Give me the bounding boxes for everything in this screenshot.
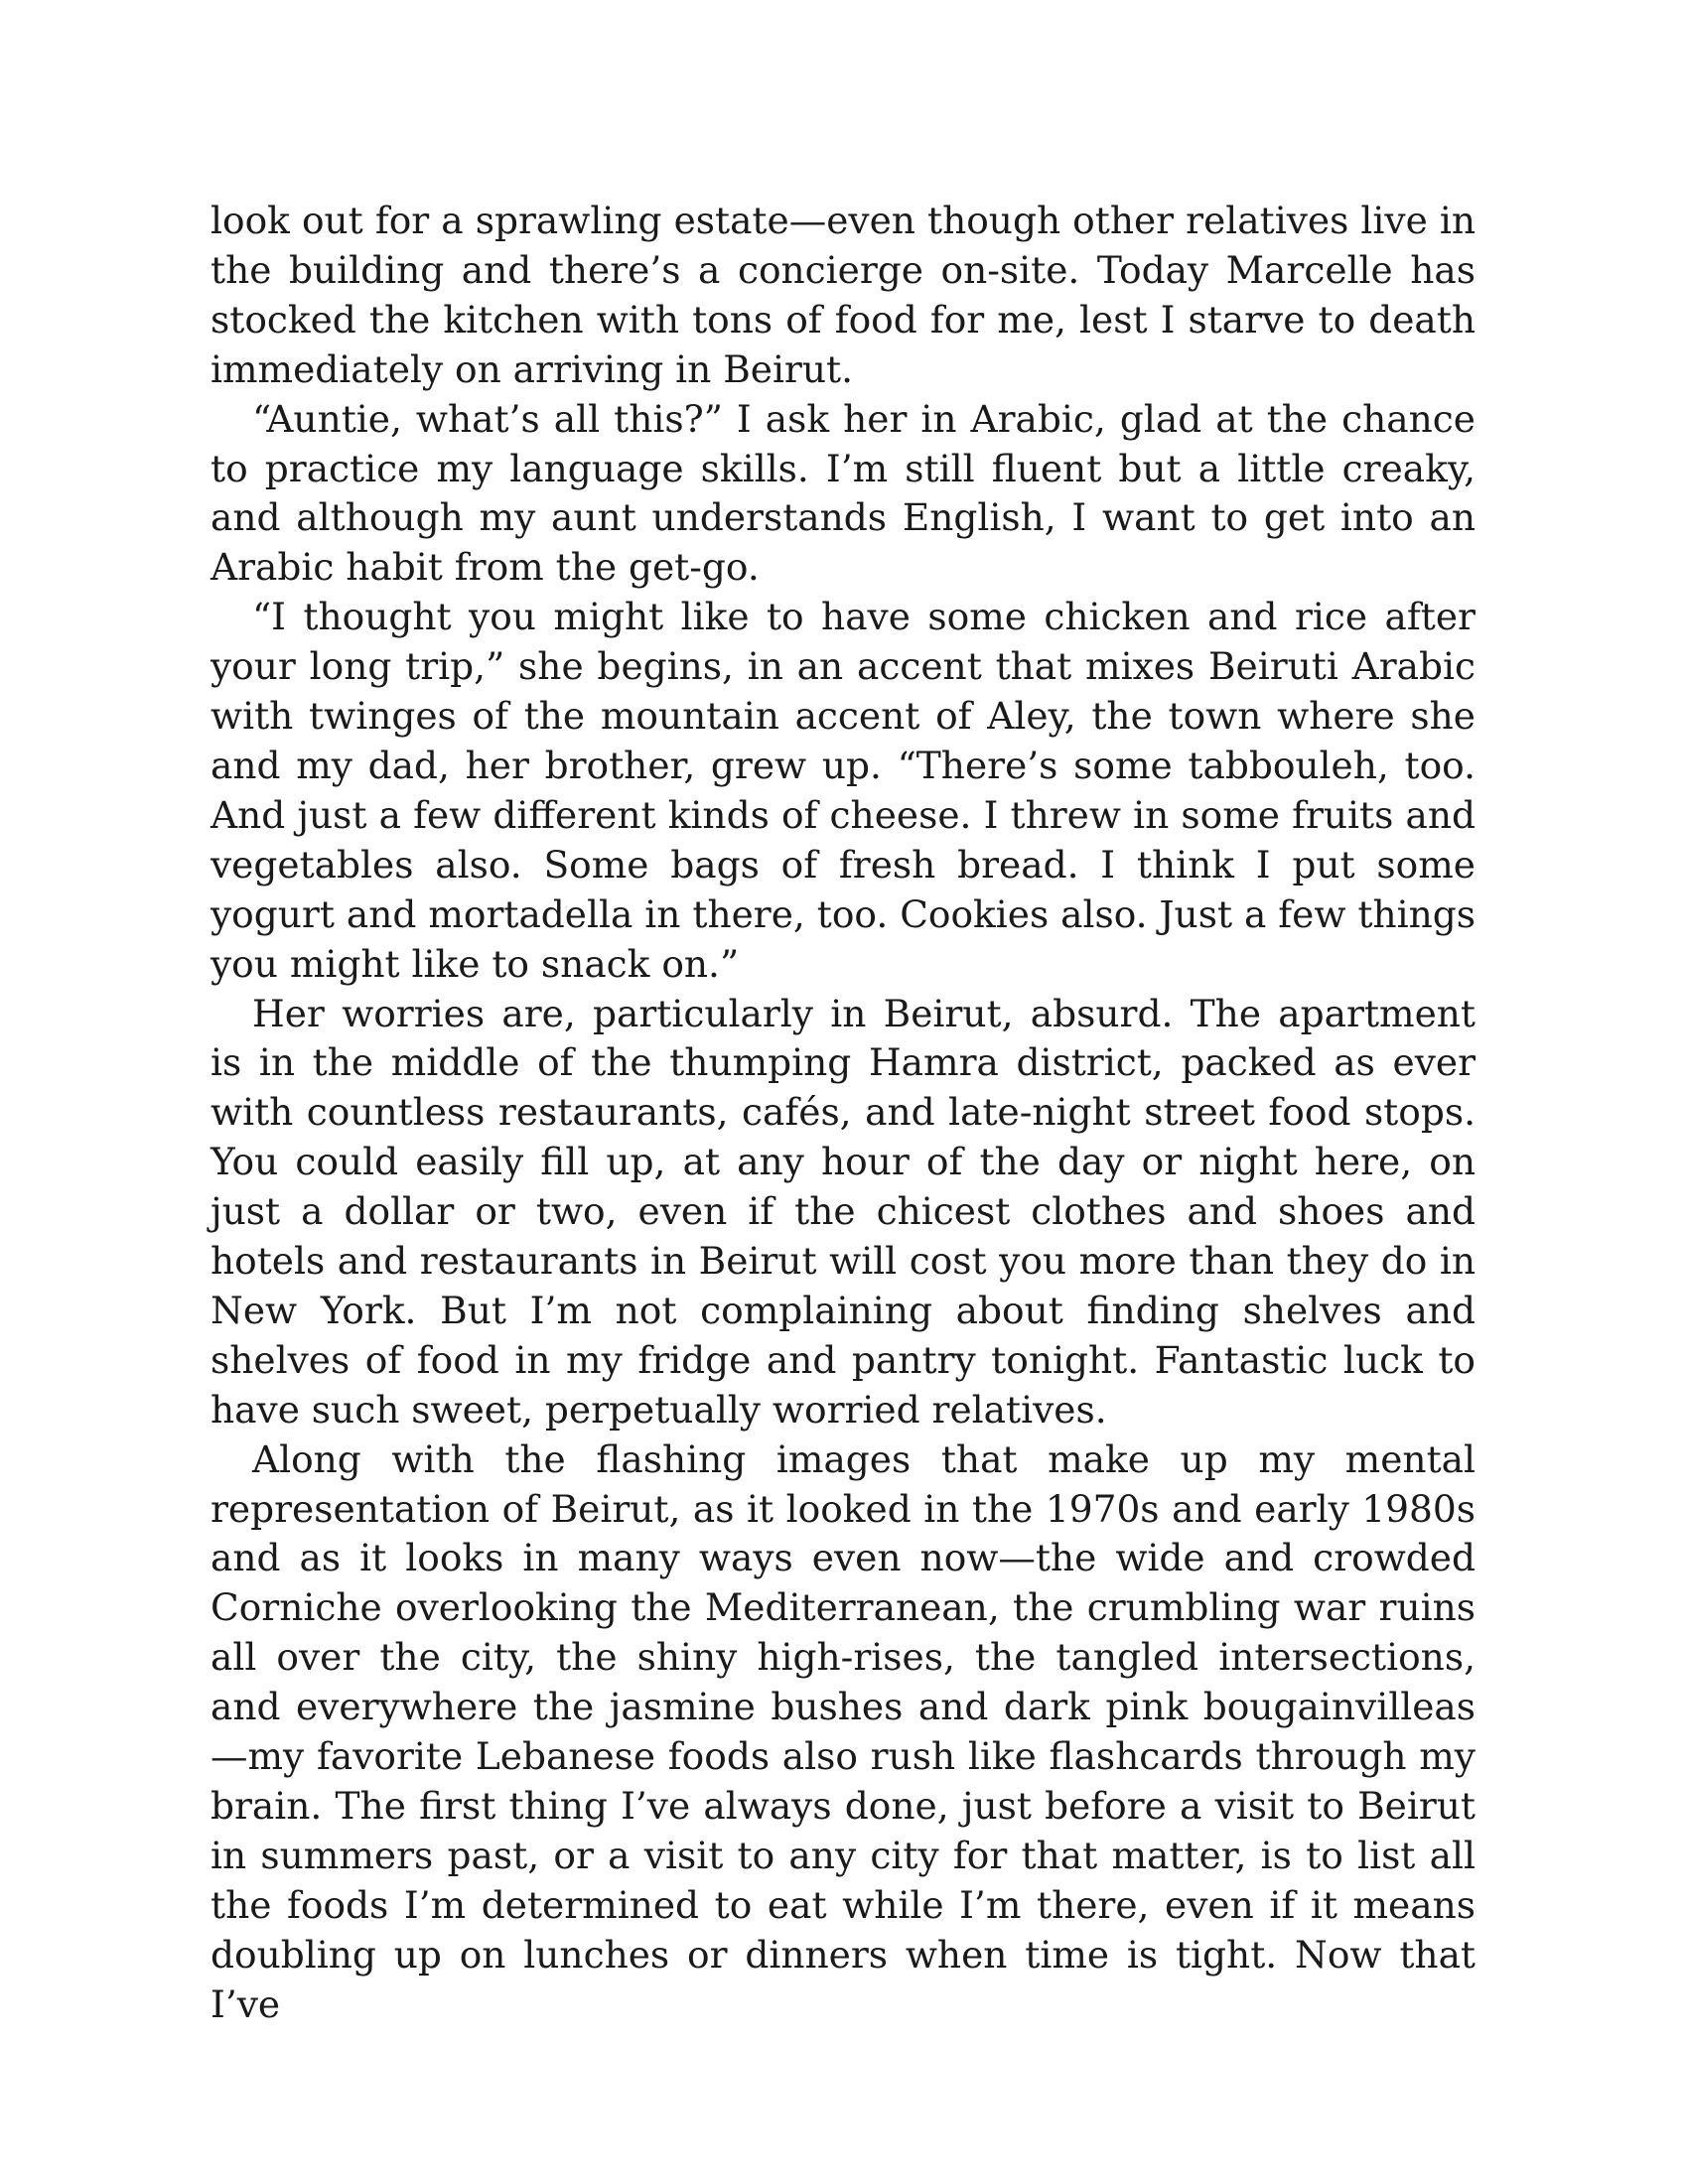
paragraph: Her worries are, particularly in Beirut, absurd. The apartment is in the middle of the thumping Hamra district, packed as ever with countless restaurants, cafés, and late-night street food stops. You could easily fill up, at any hour of the day or night here, on just a dollar or two, even if the chicest clothes and shoes and hotels and restaurants in Beirut will cost you more than they do in New York. But I’m not complaining about finding shelves and shelves of food in my fridge and pantry tonight. Fantastic luck to have such sweet, perpetually worried relatives. bbox=[211, 991, 1476, 1432]
page-body-text bbox=[211, 197, 1476, 2030]
paragraph: “I thought you might like to have some chicken and rice after your long trip,” she begins, in an accent that mixes Beiruti Arabic with twinges of the mountain accent of Aley, the town where she and my dad, her brother, grew up. “There’s some tabbouleh, too. And just a few different kinds of cheese. I threw in some fruits and vegetables also. Some bags of fresh bread. I think I put some yogurt and mortadella in there, too. Cookies also. Just a few things you might like to snack on.” bbox=[211, 595, 1476, 986]
paragraph: Along with the flashing images that make up my mental representation of Beirut, as it looked in the 1970s and early 1980s and as it looks in many ways even now—the wide and crowded Corniche overlooking the Mediterranean, the crumbling war ruins all over the city, the shiny high-rises, the tangled intersections, and everywhere the jasmine bushes and dark pink bougainvilleas—my favorite Lebanese foods also rush like flashcards through my brain. The first thing I’ve always done, just before a visit to Beirut in summers past, or a visit to any city for that matter, is to list all the foods I’m determined to eat while I’m there, even if it means doubling up on lunches or dinners when time is tight. Now that I’ve bbox=[211, 1436, 1476, 2026]
paragraph-continuation: look out for a sprawling estate—even though other relatives live in the building and there’s a concierge on-site. Today Marcelle has stocked the kitchen with tons of food for me, lest I starve to death immediately on arriving in Beirut. bbox=[211, 199, 1476, 391]
paragraph: “Auntie, what’s all this?” I ask her in Arabic, glad at the chance to practice my language skills. I’m still fluent but a little creaky, and although my aunt understands English, I want to get into an Arabic habit from the get-go. bbox=[211, 396, 1476, 590]
